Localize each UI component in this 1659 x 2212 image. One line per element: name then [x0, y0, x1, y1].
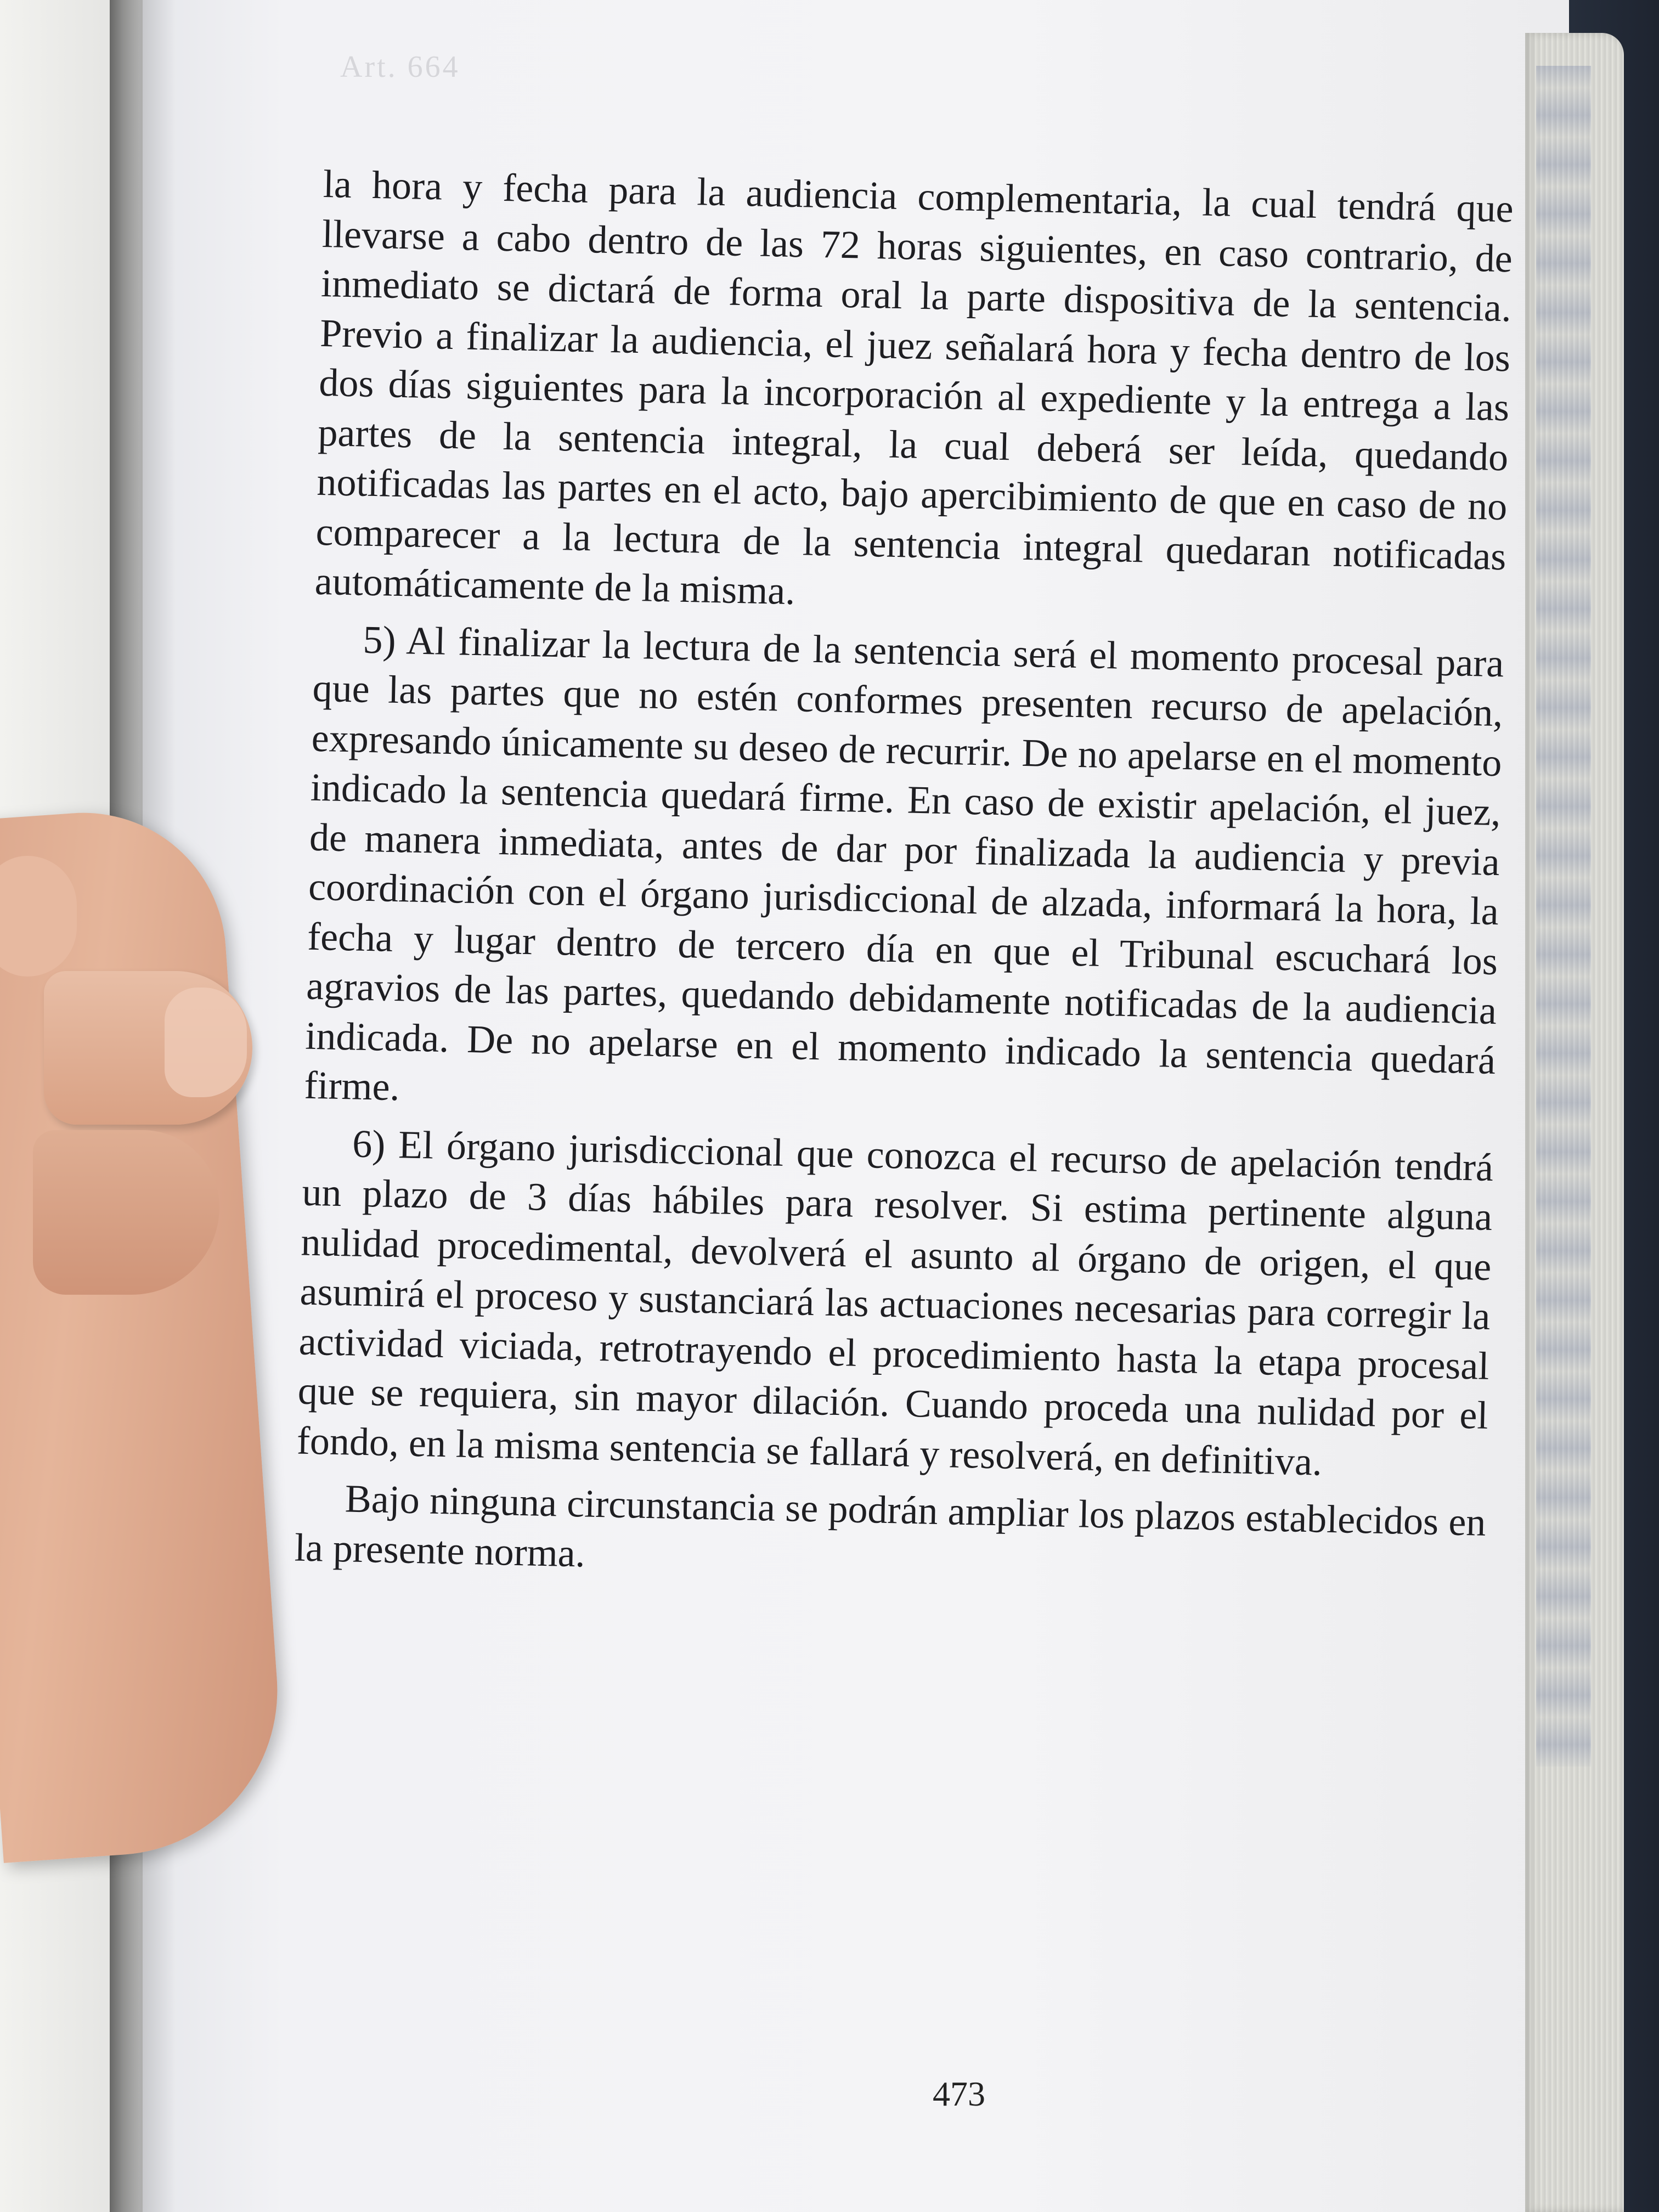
- fingernail: [165, 988, 247, 1097]
- show-through-header: Art. 664: [340, 50, 460, 84]
- paragraph-closing: Bajo ninguna circunstancia se podrán ampliar los plazos establecidos en la presente norma.: [294, 1476, 1487, 1576]
- paragraph-continuation: la hora y fecha para la audiencia complementaria, la cual tendrá que llevarse a cabo dentro de las 72 horas siguientes, en caso contrario, de inmediato se dictará de forma oral la parte dispositiva de la sentencia. Previo a finalizar la audiencia, el juez señalará hora y fecha dentro de los dos días siguientes para la incorporación al expediente y la entrega a las partes de la sentencia integral, la cual deberá ser leída, quedando notificadas las partes en el acto, bajo apercibimiento de que en caso de no comparecer a la lectura de la sentencia integral quedaran notificadas automáticamente de la misma.: [314, 161, 1514, 613]
- paragraph-item-6: 6) El órgano jurisdiccional que conozca el recurso de apelación tendrá un plazo de 3 días hábiles para resolver. Si estima pertinente alguna nulidad procedimental, devolverá el asunto al órgano de origen, el que asumirá el proceso y sustanciará las actuaciones necesarias para corregir la actividad viciada, retrotrayendo el procedimiento hasta la etapa procesal que se requiera, sin mayor dilación. Cuando proceda una nulidad por el fondo, en la misma sentencia se fallará y resolverá, en definitiva.: [296, 1121, 1494, 1484]
- body-text: [294, 159, 1514, 1605]
- finger-lower: [33, 1130, 219, 1295]
- page-number: 473: [933, 2074, 985, 2113]
- paragraph-item-5: 5) Al finalizar la lectura de la sentencia será el momento procesal para que las partes que no estén conformes presenten recurso de apelación, expresando únicamente su deseo de recurrir. De no apelarse en el momento indicado la sentencia quedará firme. En caso de existir apelación, el juez, de manera inmediata, antes de dar por finalizada la audiencia y previa coordinación con el órgano jurisdiccional de alzada, informará la hora, la fecha y lugar dentro de tercero día en que el Tribunal escuchará los agravios de las partes, quedando debidamente notificadas de la audiencia indicada. De no apelarse en el momento indicado la sentencia quedará firme.: [303, 617, 1505, 1109]
- page-edge-markings: [1536, 66, 1591, 1767]
- book-page: [143, 0, 1569, 2212]
- thumb: [0, 856, 77, 977]
